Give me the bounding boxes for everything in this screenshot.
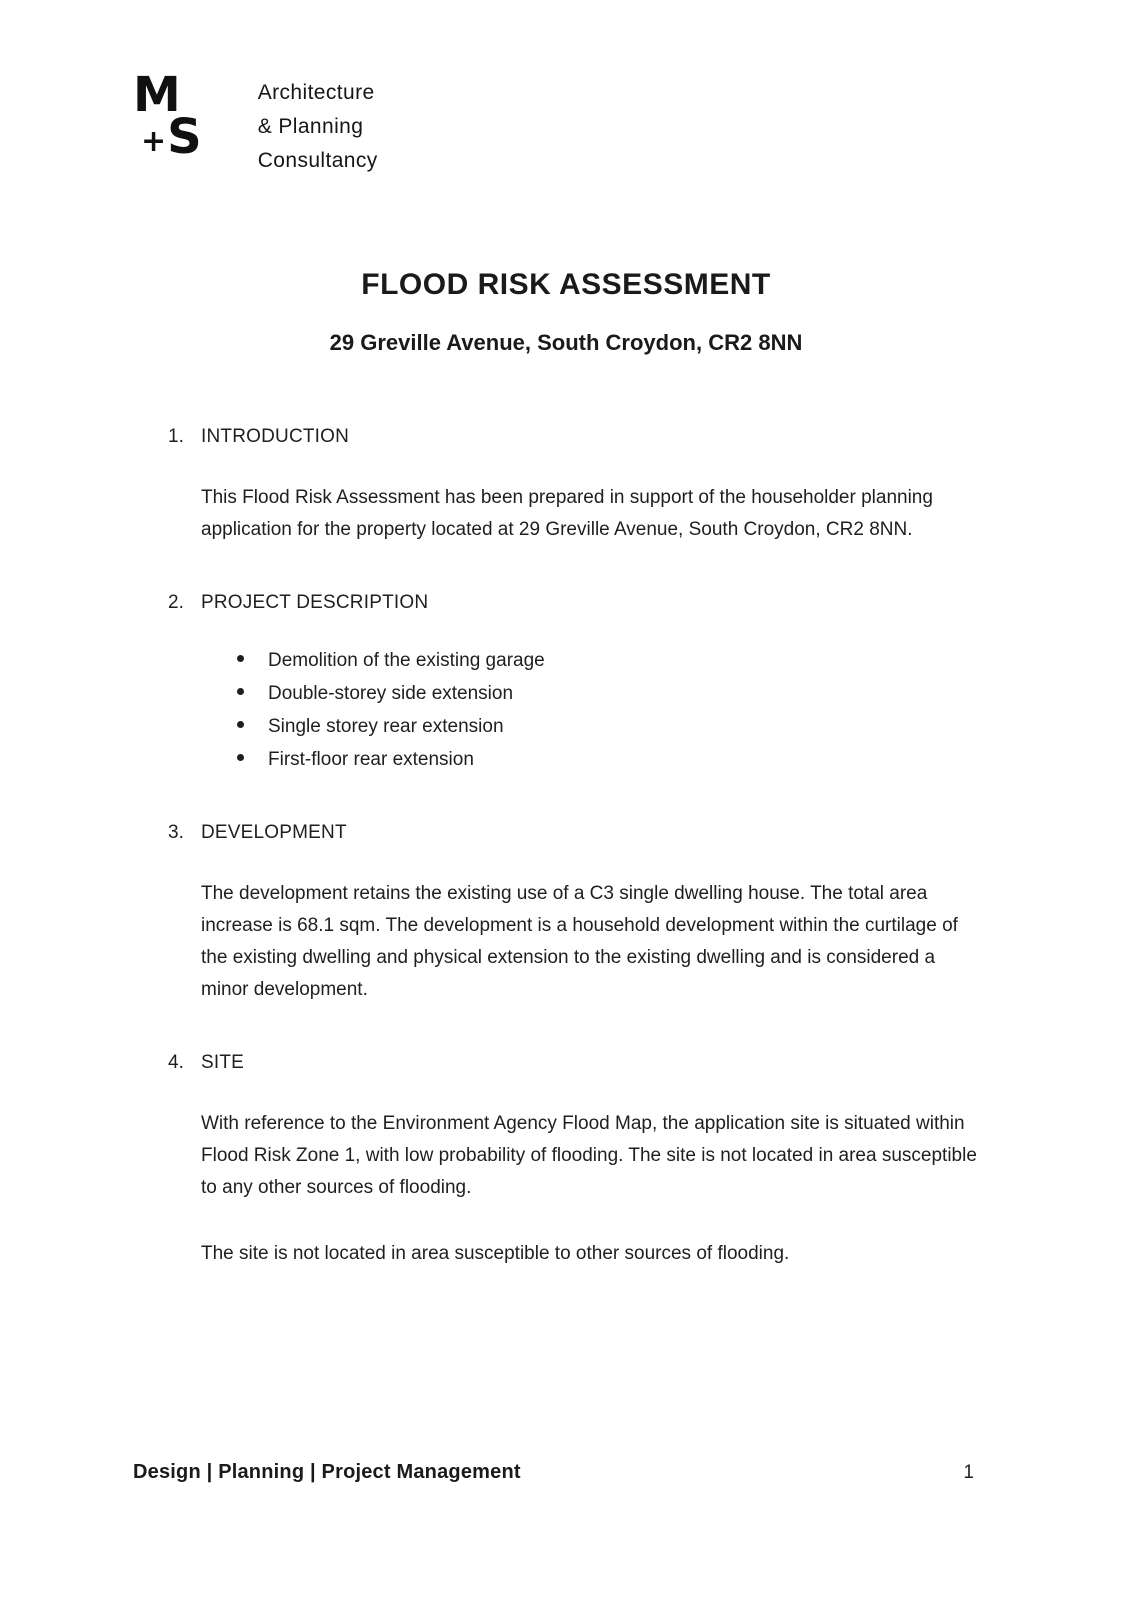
section-heading-row [133, 592, 999, 614]
logo-monogram [133, 67, 202, 166]
bullet-item [237, 743, 999, 776]
bullet-text: First-floor rear extension [268, 749, 474, 770]
bullet-dot-icon [237, 655, 244, 662]
document-subtitle: 29 Greville Avenue, South Croydon, CR2 8NN [329, 330, 803, 355]
paragraph: With reference to the Environment Agency Flood Map, the application site is situated within Flood Risk Zone 1, with low probability of flooding. The site is not located in area susceptible to any other sources of flooding. [201, 1113, 977, 1198]
bullet-text: Demolition of the existing garage [268, 650, 545, 671]
section-number: 4. [168, 1052, 184, 1073]
logo-s-glyph: S [167, 109, 202, 166]
tagline-line-1: Architecture [257, 81, 375, 104]
document-title: FLOOD RISK ASSESSMENT [361, 268, 771, 301]
bullet-item [237, 644, 999, 677]
section-introduction [133, 426, 999, 546]
tagline-line-2: & Planning [257, 115, 364, 138]
section-number: 1. [168, 426, 184, 447]
bullet-item [237, 677, 999, 710]
company-logo [133, 67, 999, 178]
bullet-item [237, 710, 999, 743]
document-body [133, 426, 999, 1270]
paragraph: The site is not located in area susceptible to other sources of flooding. [201, 1243, 790, 1264]
section-development [133, 822, 999, 1006]
section-heading: SITE [201, 1052, 245, 1073]
tagline-line-3: Consultancy [257, 149, 378, 172]
bullet-dot-icon [237, 754, 244, 761]
logo-tagline [258, 72, 378, 178]
section-heading-row [133, 426, 999, 448]
section-heading-row [133, 822, 999, 844]
bullet-text: Double-storey side extension [268, 683, 514, 704]
section-number: 3. [168, 822, 184, 843]
bullet-text: Single storey rear extension [268, 716, 504, 737]
section-heading: INTRODUCTION [201, 426, 350, 447]
bullet-dot-icon [237, 688, 244, 695]
section-heading: DEVELOPMENT [201, 822, 347, 843]
paragraph: The development retains the existing use of a C3 single dwelling house. The total area increase is 68.1 sqm. The development is a household development within the curtilage of the existing dwelling and physical extension to the existing dwelling and is considered a minor development. [201, 883, 958, 1000]
section-heading: PROJECT DESCRIPTION [201, 592, 429, 613]
logo-plus-glyph: + [141, 124, 167, 160]
page-number: 1 [963, 1462, 974, 1483]
section-number: 2. [168, 592, 184, 613]
section-site [133, 1052, 999, 1270]
paragraph: This Flood Risk Assessment has been prepared in support of the householder planning application for the property located at 29 Greville Avenue, South Croydon, CR2 8NN. [201, 487, 933, 540]
footer-tagline: Design | Planning | Project Management [133, 1461, 521, 1483]
section-project-description [133, 592, 999, 776]
logo-monogram-m: M [133, 67, 182, 123]
bullet-dot-icon [237, 721, 244, 728]
bullet-list [237, 644, 999, 776]
section-heading-row [133, 1052, 999, 1074]
page-footer [133, 1461, 974, 1484]
